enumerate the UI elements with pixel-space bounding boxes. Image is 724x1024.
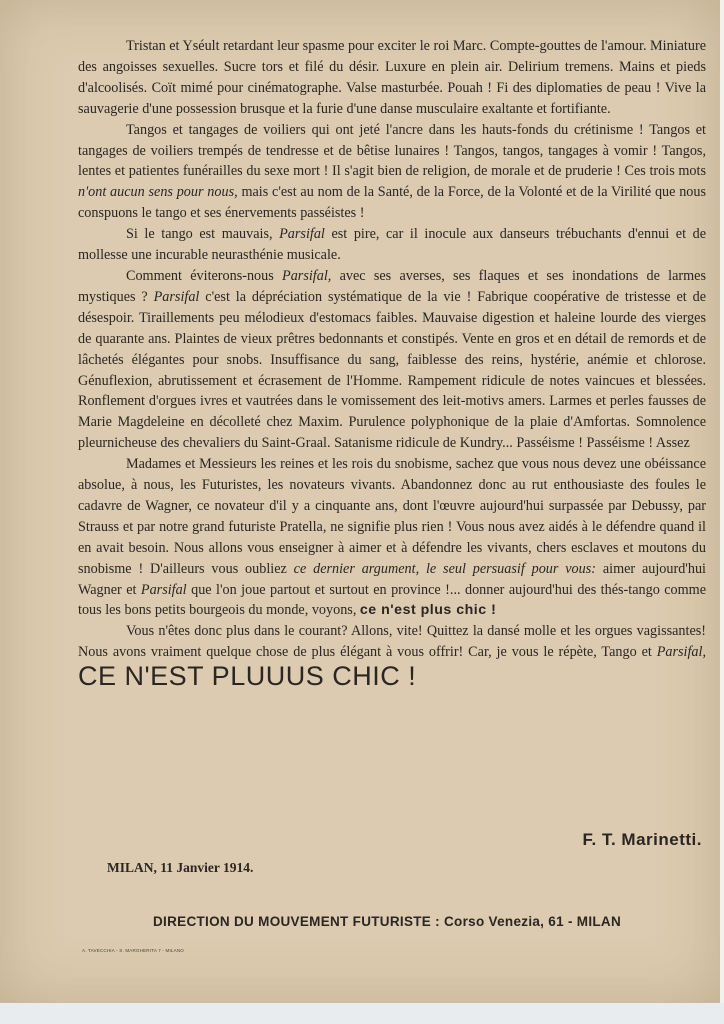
paragraph-4: [78, 266, 706, 454]
paragraph-5-bold: ce n'est plus chic !: [359, 602, 497, 619]
dateline: MILAN, 11 Janvier 1914.: [107, 860, 254, 875]
paragraph-2-text: Tangos et tangages de voiliers qui ont jeté l'ancre dans les hauts-fonds du crétinisme ! Tangos et tangages de voiliers trempés de tendresse et de bêtise lunaires ! Tangos, tangos, tangages à vomir ! Tangos, lentes et patientes funérailles du sexe mort ! Il s'agit bien de religion, de morale et de pruderie ! Ces trois mots: [78, 121, 706, 180]
paragraph-1: [78, 36, 706, 120]
paragraph-5-parsifal: Parsifal: [140, 581, 187, 598]
paragraph-4-mid: avec ses averses, ses flaques et ses inondations de larmes mystiques ?: [78, 267, 706, 305]
paragraph-2-rest: mais c'est au nom de la Santé, de la Force, de la Volonté et de la Virilité que nous conspuons le tango et ses énervements passéistes !: [78, 184, 707, 222]
manifesto-body: [78, 36, 707, 692]
headline-chic: CE N'EST PLUUUS CHIC !: [78, 661, 417, 692]
paragraph-2: [78, 120, 706, 225]
paragraph-5: [78, 454, 706, 621]
printer-imprint: A. TAVECCHIA - S. MARGHERITA 7 - MILANO: [82, 948, 184, 953]
paragraph-5-italic: ce dernier argument, le seul persuasif pour vous:: [293, 560, 596, 577]
paragraph-2-italic: n'ont aucun sens pour nous,: [78, 184, 238, 201]
bottom-margin: [0, 1003, 724, 1024]
paragraph-3-parsifal: Parsifal: [279, 226, 325, 243]
paragraph-4-text: Comment éviterons-nous: [126, 267, 274, 284]
paragraph-5-mid: aimer aujourd'hui Wagner et: [78, 560, 706, 598]
paragraph-1-text: Tristan et Yséult retardant leur spasme pour exciter le roi Marc. Compte-gouttes de l'amour. Miniature des angoisses sexuelles. Sucre tors et filé du désir. Luxure en plein air. Delirium tremens. Mains et pieds d'alcoolisés. Coït mimé pour cinématographe. Valse masturbée. Pouah ! Fi des diplomaties de peau ! Vive la sauvagerie d'une possession brusque et la furie d'une danse musculaire exaltante et fortifiante.: [78, 38, 706, 117]
paragraph-5-text: Madames et Messieurs les reines et les rois du snobisme, sachez que vous nous devez une obéissance absolue, à nous, les Futuristes, les novateurs vivants. Abandonnez donc au rut enthousiaste des foules le cadavre de Wagner, ce novateur d'il y a cinquante ans, dont l'œuvre aujourd'hui surpassée par Debussy, par Strauss et par notre grand futuriste Pratella, ne signifie plus rien ! Vous nous avez aidés à le défendre quand il en avait besoin. Nous allons vous enseigner à aimer et à défendre les vivants, chers esclaves et moutons du snobisme ! D'ailleurs vous oubliez: [78, 456, 706, 577]
paragraph-4-parsifal-2: Parsifal: [153, 288, 200, 305]
paragraph-3-rest: est pire, car il inocule aux danseurs trébuchants d'ennui et de mollesse une incurable neurasthénie musicale.: [78, 226, 707, 264]
direction-footer: DIRECTION DU MOUVEMENT FUTURISTE : Corso Venezia, 61 - MILAN: [153, 914, 622, 929]
paragraph-3-text: Si le tango est mauvais,: [126, 226, 273, 243]
paragraph-3: [78, 224, 706, 266]
signature: F. T. Marinetti.: [582, 830, 702, 849]
paragraph-4-parsifal: Parsifal,: [282, 267, 332, 284]
paragraph-4-rest: c'est la dépréciation systématique de la vie ! Fabrique coopérative de tristesse et de désespoir. Tiraillements peu mélodieux d'estomacs faibles. Mauvaise digestion et haleine lourde des vierges de quarante ans. Plaintes de vieux prêtres bedonnants et constipés. Vente en gros et en détail de remords et de lâchetés élégantes pour snobs. Insuffisance du sang, faiblesse des reins, hystérie, anémie et chlorose. Génuflexion, abrutissement et écrasement de l'Homme. Rampement ridicule de notes vaincues et blessées. Ronflement d'orgues ivres et vautrées dans le vomissement des leit-motivs amers. Larmes et perles fausses de Marie Magdeleine en décolleté chez Maxim. Purulence polyphonique de la plaie d'Amfortas. Somnolence pleurnicheuse des chevaliers du Saint-Graal. Satanisme ridicule de Kundry... Passéisme ! Passéisme ! Assez: [78, 288, 707, 452]
paragraph-6: [78, 621, 707, 692]
paragraph-5-rest: que l'on joue partout et surtout en province !... donner aujourd'hui des thés-tango comme tous les bons petits bourgeois du monde, voyons,: [78, 581, 706, 619]
paragraph-6-parsifal: Parsifal,: [656, 644, 707, 661]
paragraph-6-text: Vous n'êtes donc plus dans le courant? Allons, vite! Quittez la dansé molle et les orgues vagissantes! Nous avons vraiment quelque chose de plus élégant à vous offrir! Car, je vous le répète, Tango et: [78, 623, 706, 661]
